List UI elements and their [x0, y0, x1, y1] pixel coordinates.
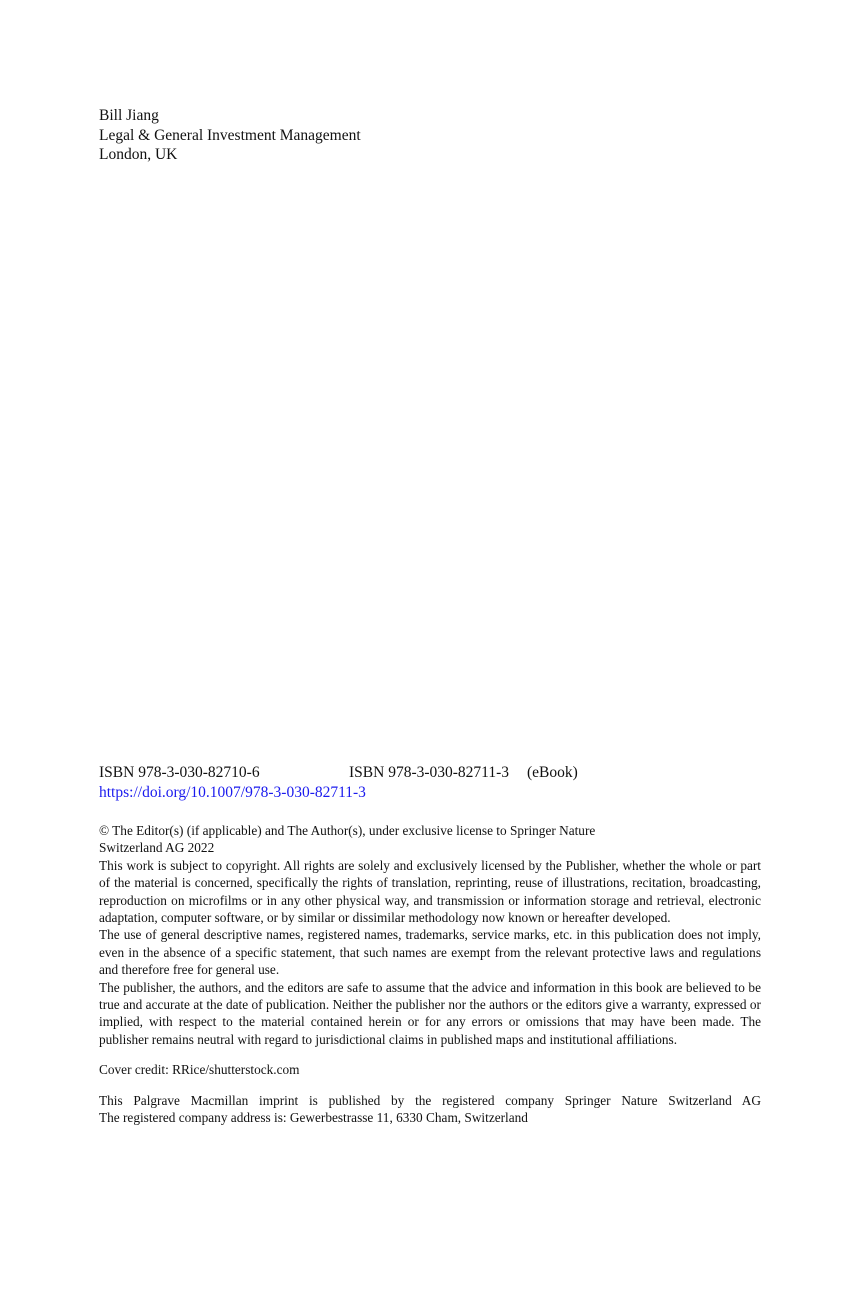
copyright-paragraph: This work is subject to copyright. All rights are solely and exclusively licensed by the Publisher, whether the whole or part of the material is concerned, specifically the rights of translation, reprinting, reuse of illustrations, recitation, broadcasting, reproduction on microfilms or in any other physical way, and transmission or information storage and retrieval, electronic adaptation, computer software, or by similar or dissimilar methodology now known or hereafter developed.: [99, 857, 761, 926]
imprint-line-2: The registered company address is: Gewerbestrasse 11, 6330 Cham, Switzerland: [99, 1110, 528, 1126]
isbn-ebook: ISBN 978-3-030-82711-3: [349, 764, 510, 781]
imprint-line-1: This Palgrave Macmillan imprint is published by the registered company Springer Nature Switzerland AG: [99, 1092, 761, 1108]
imprint-notice: [99, 1092, 761, 1127]
isbn-line: [99, 763, 761, 783]
copyright-line-2: Switzerland AG 2022: [99, 840, 215, 856]
legal-notice: [99, 822, 761, 1127]
author-name: Bill Jiang: [99, 107, 159, 124]
copyright-line-1: © The Editor(s) (if applicable) and The Author(s), under exclusive license to Springer Nature: [99, 823, 596, 838]
copyright-notice: [99, 822, 761, 857]
isbn-block: [99, 763, 761, 803]
cover-credit: Cover credit: RRice/shutterstock.com: [99, 1062, 300, 1078]
names-paragraph: The use of general descriptive names, registered names, trademarks, service marks, etc. in this publication does not imply, even in the absence of a specific statement, that such names are exempt from the relevant protective laws and regulations and therefore free for general use.: [99, 927, 761, 978]
author-affiliation: Legal & General Investment Management: [99, 126, 361, 144]
author-location: London, UK: [99, 146, 178, 163]
doi-link[interactable]: https://doi.org/10.1007/978-3-030-82711-3: [99, 784, 366, 801]
isbn-print: ISBN 978-3-030-82710-6: [99, 764, 260, 781]
isbn-ebook-label: (eBook): [527, 764, 578, 781]
disclaimer-paragraph: The publisher, the authors, and the editors are safe to assume that the advice and information in this book are believed to be true and accurate at the date of publication. Neither the publisher nor the authors or the editors give a warranty, expressed or implied, with respect to the material contained herein or for any errors or omissions that may have been made. The publisher remains neutral with regard to jurisdictional claims in published maps and institutional affiliations.: [99, 979, 761, 1047]
author-block: [99, 106, 361, 165]
